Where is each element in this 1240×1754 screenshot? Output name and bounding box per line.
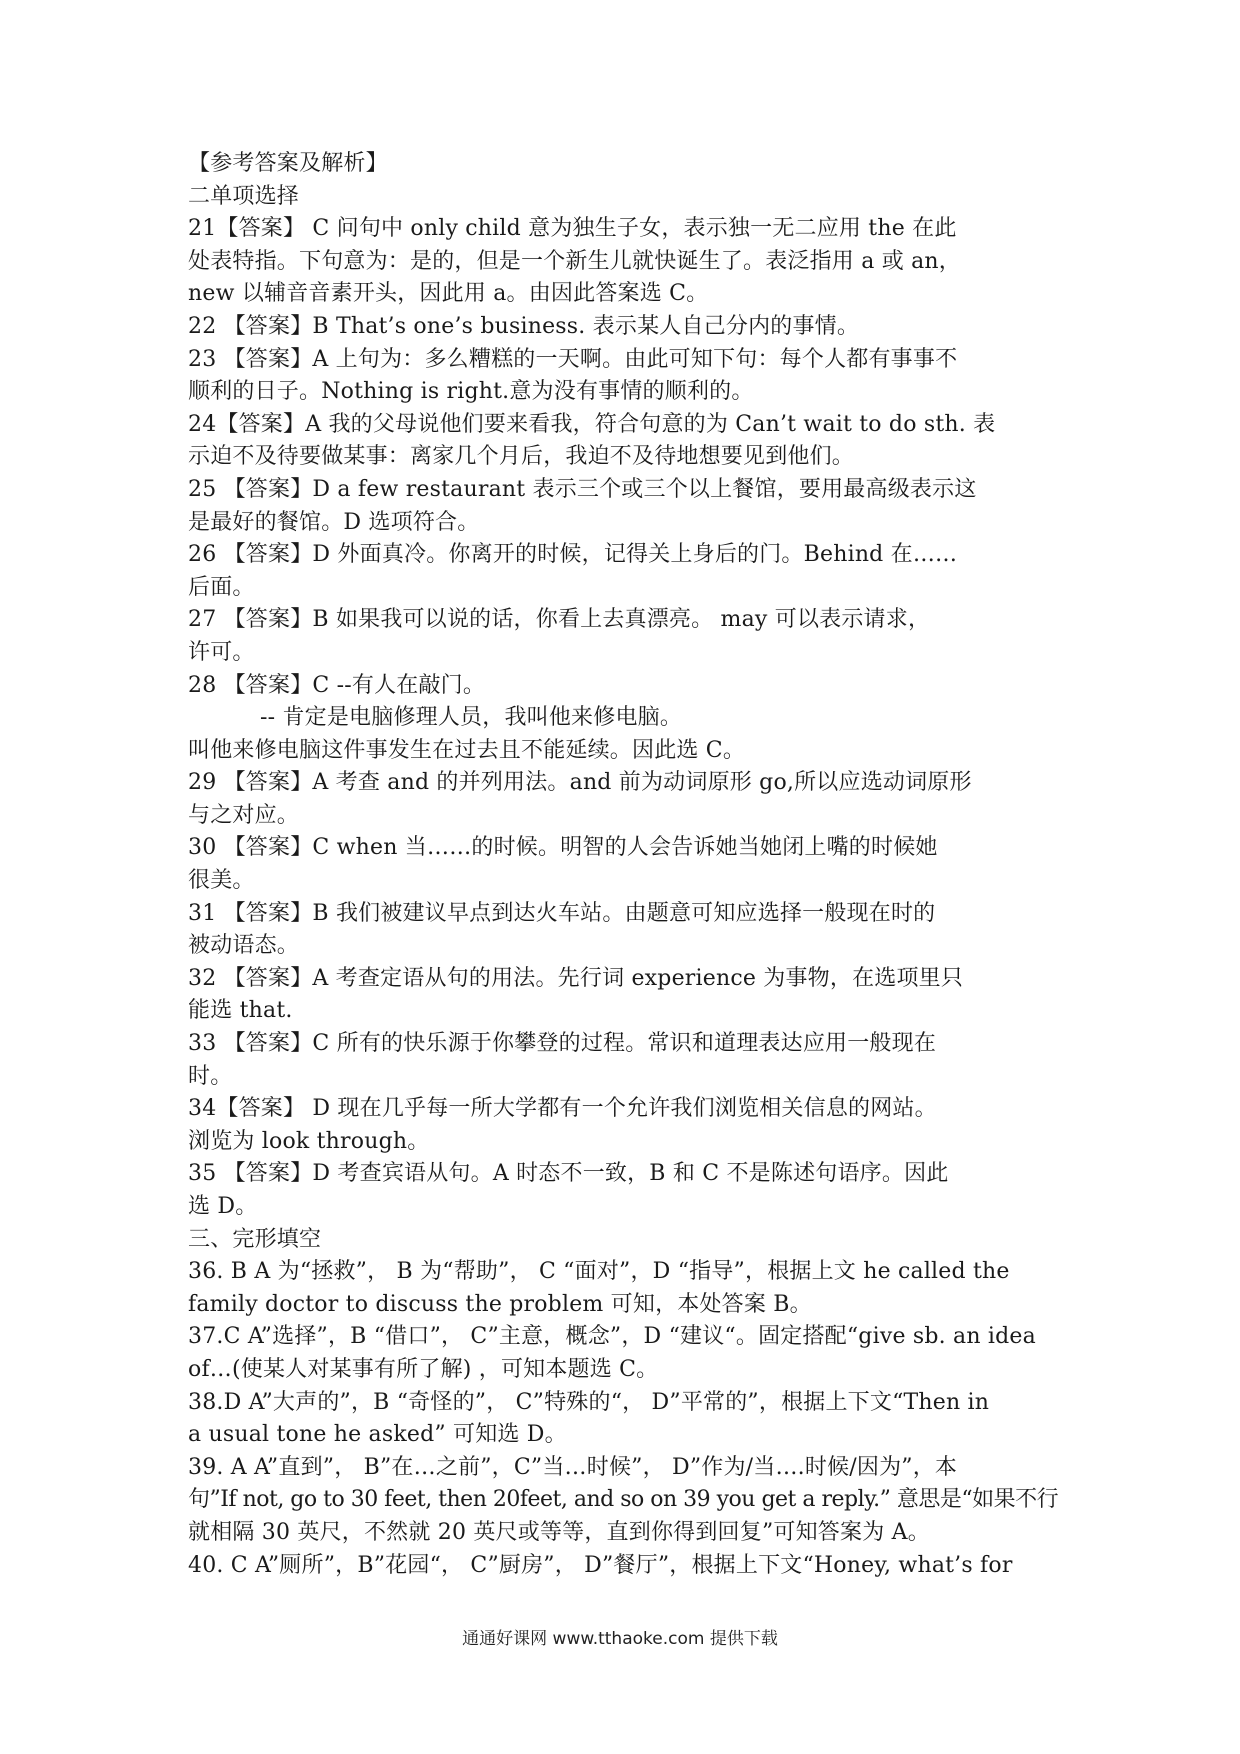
text-line: 后面。 xyxy=(188,574,255,600)
text-line: family doctor to discuss the problem 可知，本处答案 B。 xyxy=(188,1291,812,1317)
text-line: 25 【答案】D a few restaurant 表示三个或三个以上餐馆，要用最高级表示这 xyxy=(188,476,977,502)
text-line: 21【答案】 C 问句中 only child 意为独生子女，表示独一无二应用 the 在此 xyxy=(188,216,957,242)
text-line: 能选 that. xyxy=(188,998,293,1024)
text-line: 许可。 xyxy=(188,639,255,665)
text-line: 23 【答案】A 上句为：多么糟糕的一天啊。由此可知下句：每个人都有事事不 xyxy=(188,346,958,372)
text-line: 39. A A”直到”， B”在…之前”，C”当…时候”， D”作为/当….时候/因为”，本 xyxy=(188,1454,958,1480)
text-line: 叫他来修电脑这件事发生在过去且不能延续。因此选 C。 xyxy=(188,737,746,763)
text-line: 30 【答案】C when 当……的时候。明智的人会告诉她当她闭上嘴的时候她 xyxy=(188,835,938,861)
text-line: 36. B A 为“拯救”， B 为“帮助”， C “面对”，D “指导”，根据上文 he called the xyxy=(188,1259,1010,1285)
section-heading: 【参考答案及解析】 xyxy=(188,151,388,176)
text-line: 33 【答案】C 所有的快乐源于你攀登的过程。常识和道理表达应用一般现在 xyxy=(188,1031,937,1057)
text-line: -- 肯定是电脑修理人员，我叫他来修电脑。 xyxy=(260,705,683,731)
text-line: 被动语态。 xyxy=(188,933,300,959)
text-line: 就相隔 30 英尺，不然就 20 英尺或等等，直到你得到回复”可知答案为 A。 xyxy=(188,1519,930,1545)
text-line: 34【答案】 D 现在几乎每一所大学都有一个允许我们浏览相关信息的网站。 xyxy=(188,1096,937,1122)
text-line: 38.D A”大声的”，B “奇怪的”， C”特殊的“， D”平常的”，根据上下文“Then in xyxy=(188,1389,990,1415)
text-line: 35 【答案】D 考查宾语从句。A 时态不一致，B 和 C 不是陈述句语序。因此 xyxy=(188,1161,949,1187)
text-line: 选 D。 xyxy=(188,1194,258,1219)
text-line: 27 【答案】B 如果我可以说的话，你看上去真漂亮。 may 可以表示请求， xyxy=(188,607,931,633)
text-line: 37.C A”选择”，B “借口”， C”主意，概念”，D “建议“。固定搭配“give sb. an idea xyxy=(188,1324,1036,1350)
text-line: 示迫不及待要做某事：离家几个月后，我迫不及待地想要见到他们。 xyxy=(188,444,855,470)
text-line: of…(使某人对某事有所了解) ，可知本题选 C。 xyxy=(188,1356,659,1382)
text-line: 22 【答案】B That’s one’s business. 表示某人自己分内的事情。 xyxy=(188,313,860,339)
text-line: 句”If not, go to 30 feet, then 20feet, and so on 39 you get a reply.” 意思是“如果不行 xyxy=(188,1487,1059,1513)
text-line: 26 【答案】D 外面真冷。你离开的时候，记得关上身后的门。Behind 在…… xyxy=(188,542,958,568)
text-line: 浏览为 look through。 xyxy=(188,1128,430,1154)
text-line: 40. C A”厕所”，B”花园“， C”厨房”， D”餐厅”，根据上下文“Honey, what’s for xyxy=(188,1552,1013,1578)
text-line: 时。 xyxy=(188,1063,233,1089)
text-line: 24【答案】A 我的父母说他们要来看我，符合句意的为 Can’t wait to do sth. 表 xyxy=(188,411,996,437)
text-line: 32 【答案】A 考查定语从句的用法。先行词 experience 为事物，在选项里只 xyxy=(188,965,964,991)
text-line: new 以辅音音素开头，因此用 a。由因此答案选 C。 xyxy=(188,281,709,307)
text-line: 三、完形填空 xyxy=(188,1226,322,1252)
text-line: 很美。 xyxy=(188,868,255,894)
text-line: a usual tone he asked” 可知选 D。 xyxy=(188,1422,567,1448)
text-line: 是最好的餐馆。D 选项符合。 xyxy=(188,509,480,535)
text-line: 29 【答案】A 考查 and 的并列用法。and 前为动词原形 go,所以应选动词原形 xyxy=(188,770,972,796)
text-line: 与之对应。 xyxy=(188,802,300,828)
text-line: 二单项选择 xyxy=(188,183,300,209)
page-footer: 通通好课网 www.tthaoke.com 提供下载 xyxy=(462,1629,778,1649)
answer-key-body xyxy=(188,148,1058,1582)
text-line: 处表特指。下句意为：是的，但是一个新生儿就快诞生了。表泛指用 a 或 an， xyxy=(188,248,961,274)
text-line: 31 【答案】B 我们被建议早点到达火车站。由题意可知应选择一般现在时的 xyxy=(188,900,936,926)
text-line: 28 【答案】C --有人在敲门。 xyxy=(188,672,486,698)
text-line: 顺利的日子。Nothing is right.意为没有事情的顺利的。 xyxy=(188,379,754,405)
